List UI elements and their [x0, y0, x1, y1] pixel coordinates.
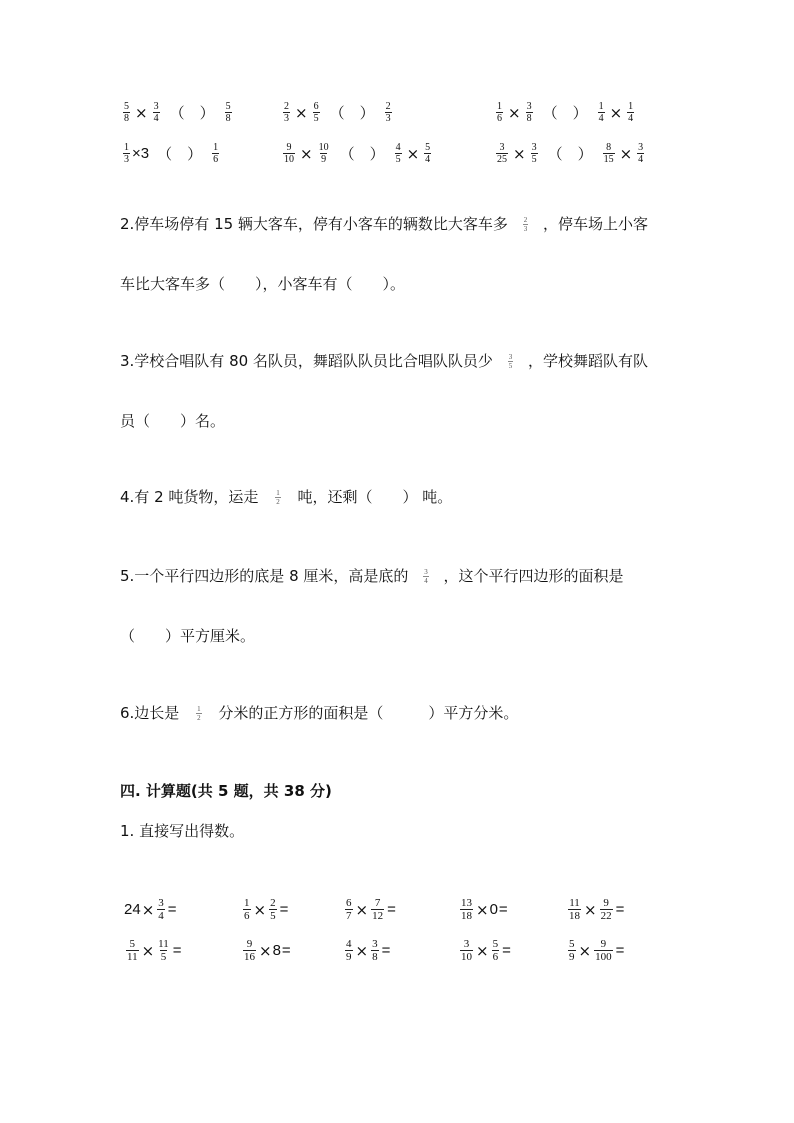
question-3-line-2: 员（ ）名。: [120, 412, 226, 430]
fraction: [385, 101, 392, 124]
fraction-numerator: 3: [463, 938, 470, 950]
equals-sign: =: [281, 942, 291, 959]
answer-blank: （ ）: [157, 145, 203, 163]
fraction: [283, 101, 290, 124]
fraction: [460, 938, 473, 963]
fraction-numerator: 11: [158, 938, 169, 950]
fraction-numerator: 10: [318, 142, 329, 153]
fraction-denominator: 5: [508, 362, 513, 370]
calc-item: [124, 897, 177, 922]
question-2-line-2: 车比大客车多（ ），小客车有（ ）。: [120, 275, 406, 293]
fraction-numerator: 2: [270, 897, 276, 909]
question-2-line-1: [120, 214, 648, 234]
fraction-numerator: 5: [129, 938, 136, 950]
fraction: [345, 938, 353, 963]
fraction-numerator: 11: [569, 897, 580, 909]
fraction: [123, 101, 130, 124]
fraction-denominator: 10: [284, 154, 294, 165]
fraction: [492, 938, 500, 963]
fraction-denominator: 5: [313, 113, 319, 124]
fraction-denominator: 4: [638, 154, 644, 165]
fraction-numerator: 1: [497, 101, 502, 112]
fraction: [225, 101, 232, 124]
times-sign: ×: [141, 941, 155, 960]
calc-item: [241, 938, 291, 963]
fraction-numerator: 5: [569, 938, 575, 950]
times-sign: ×: [406, 144, 420, 163]
fraction: [345, 897, 353, 922]
calc-item: [458, 938, 511, 963]
equals-sign: =: [381, 942, 391, 959]
fraction-denominator: 12: [372, 910, 384, 922]
fraction: [313, 101, 320, 124]
fraction-denominator: 11: [127, 951, 138, 963]
compare-item: [494, 142, 646, 165]
fraction-numerator: 2: [284, 101, 289, 112]
times-sign: ×: [513, 144, 526, 163]
fraction-denominator: 6: [244, 910, 250, 922]
fraction-numerator: 3: [499, 142, 505, 153]
section-4-heading: 四. 计算题(共 5 题，共 38 分): [120, 782, 332, 800]
fraction-numerator: 3: [526, 101, 532, 112]
compare-item: [494, 101, 636, 124]
equals-sign: =: [498, 901, 508, 918]
times-sign: ×: [508, 103, 521, 122]
fraction-numerator: 3: [158, 897, 164, 909]
calc-item: [343, 897, 396, 922]
question-3-text-b: ，学校舞蹈队有队: [528, 352, 649, 370]
fraction-numerator: 13: [461, 897, 472, 909]
times-sign: ×: [476, 941, 489, 960]
fraction-numerator: 1: [197, 705, 201, 713]
fraction-numerator: 1: [244, 897, 250, 909]
times-sign: ×: [355, 941, 369, 960]
calc-item: [566, 938, 624, 963]
fraction-numerator: 3: [531, 142, 537, 153]
fraction-denominator: 18: [569, 910, 580, 922]
question-6-text-b: 分米的正方形的面积是（ ）平方分米。: [218, 704, 519, 722]
equals-sign: =: [387, 901, 396, 918]
question-4-fraction: [275, 489, 281, 506]
fraction-denominator: 18: [461, 910, 472, 922]
fraction-denominator: 6: [492, 951, 499, 963]
fraction-denominator: 6: [497, 113, 502, 124]
fraction-denominator: 22: [600, 910, 612, 922]
question-2-fraction: [523, 216, 529, 233]
fraction-denominator: 15: [603, 154, 614, 165]
question-2-text-a: 2.停车场停有 15 辆大客车，停有小客车的辆数比大客车多: [120, 215, 508, 233]
fraction: [123, 142, 130, 165]
fraction-numerator: 5: [492, 938, 499, 950]
fraction-numerator: 3: [508, 353, 513, 361]
fraction-denominator: 6: [213, 154, 219, 165]
fraction: [269, 897, 277, 922]
fraction: [627, 101, 634, 124]
calc-item: [566, 897, 624, 922]
fraction-denominator: 4: [158, 910, 164, 922]
fraction: [460, 897, 473, 922]
fraction-numerator: 6: [346, 897, 352, 909]
fraction: [283, 142, 295, 165]
fraction-numerator: 5: [124, 101, 129, 112]
fraction-denominator: 3: [523, 225, 528, 233]
answer-blank: （ ）: [339, 145, 385, 163]
times-sign: ×: [135, 103, 148, 122]
fraction-numerator: 9: [246, 938, 253, 950]
fraction-denominator: 5: [270, 910, 276, 922]
fraction-denominator: 4: [598, 113, 604, 124]
question-5-text-a: 5.一个平行四边形的底是 8 厘米，高是底的: [120, 567, 409, 585]
fraction: [212, 142, 219, 165]
answer-blank: （ ）: [547, 145, 593, 163]
question-4-line: [120, 487, 452, 507]
times-sign: ×: [476, 900, 489, 919]
times-sign: ×: [295, 103, 308, 122]
fraction-numerator: 4: [346, 938, 352, 950]
times-sign: ×: [300, 144, 313, 163]
fraction-denominator: 25: [497, 154, 507, 165]
fraction-denominator: 5: [160, 951, 167, 963]
fraction-denominator: 4: [153, 113, 159, 124]
question-5-text-b: ，这个平行四边形的面积是: [443, 567, 624, 585]
fraction-denominator: 2: [276, 498, 280, 506]
fraction-denominator: 3: [284, 113, 289, 124]
fraction-denominator: 5: [395, 154, 401, 165]
fraction: [424, 142, 431, 165]
fraction-denominator: 7: [346, 910, 352, 922]
question-3-line-1: [120, 351, 648, 371]
fraction-numerator: 1: [124, 142, 129, 153]
calc-item: [343, 938, 390, 963]
fraction: [153, 101, 160, 124]
equals-sign: =: [172, 942, 182, 959]
fraction-denominator: 4: [628, 113, 634, 124]
multiplier: ×3: [132, 145, 150, 162]
fraction: [496, 142, 508, 165]
fraction-numerator: 1: [213, 142, 219, 153]
fraction-denominator: 4: [424, 577, 428, 585]
number: 8: [272, 942, 281, 959]
fraction: [318, 142, 330, 165]
answer-blank: （ ）: [329, 104, 375, 122]
fraction-denominator: 8: [124, 113, 129, 124]
times-sign: ×: [141, 900, 155, 919]
times-sign: ×: [259, 941, 272, 960]
fraction: [526, 101, 533, 124]
answer-blank: （ ）: [542, 104, 588, 122]
equals-sign: =: [615, 901, 625, 918]
question-5-line-2: （ ）平方厘米。: [120, 627, 256, 645]
compare-item: [121, 101, 234, 124]
fraction-denominator: 3: [124, 154, 129, 165]
question-6-line: [120, 703, 518, 723]
question-3-text-a: 3.学校合唱队有 80 名队员，舞蹈队队员比合唱队队员少: [120, 352, 493, 370]
fraction-numerator: 1: [598, 101, 604, 112]
fraction-denominator: 8: [225, 113, 231, 124]
fraction: [603, 142, 615, 165]
fraction: [243, 897, 251, 922]
fraction-numerator: 5: [225, 101, 231, 112]
times-sign: ×: [609, 103, 623, 122]
fraction-denominator: 3: [385, 113, 391, 124]
fraction: [568, 938, 576, 963]
equals-sign: =: [279, 901, 289, 918]
fraction-numerator: 3: [372, 938, 378, 950]
fraction-denominator: 4: [425, 154, 431, 165]
fraction-denominator: 9: [569, 951, 575, 963]
fraction-numerator: 9: [286, 142, 292, 153]
question-5-fraction: [423, 568, 429, 585]
fraction-numerator: 1: [628, 101, 634, 112]
compare-item: [281, 101, 394, 124]
fraction-numerator: 2: [523, 216, 528, 224]
section-4-question-1: 1. 直接写出得数。: [120, 822, 245, 840]
fraction: [594, 938, 613, 963]
calc-item: [241, 897, 288, 922]
number: 0: [489, 901, 498, 918]
fraction-denominator: 9: [346, 951, 352, 963]
fraction-numerator: 7: [374, 897, 381, 909]
question-2-text-b: ，停车场上小客: [543, 215, 649, 233]
fraction-numerator: 3: [638, 142, 644, 153]
compare-item: [281, 142, 433, 165]
fraction: [568, 897, 581, 922]
fraction-denominator: 9: [321, 154, 327, 165]
times-sign: ×: [578, 941, 592, 960]
question-5-line-1: [120, 566, 623, 586]
compare-item: [121, 142, 221, 165]
fraction: [157, 938, 170, 963]
fraction-numerator: 9: [600, 938, 607, 950]
answer-blank: （ ）: [169, 104, 215, 122]
fraction-numerator: 8: [606, 142, 612, 153]
fraction: [243, 938, 256, 963]
fraction-numerator: 1: [276, 489, 280, 497]
fraction: [600, 897, 613, 922]
times-sign: ×: [253, 900, 267, 919]
question-6-fraction: [196, 705, 202, 722]
calc-item: [124, 938, 182, 963]
equals-sign: =: [502, 942, 511, 959]
times-sign: ×: [619, 144, 633, 163]
fraction: [496, 101, 503, 124]
fraction-denominator: 10: [461, 951, 472, 963]
times-sign: ×: [355, 900, 369, 919]
fraction: [531, 142, 538, 165]
fraction-numerator: 3: [424, 568, 428, 576]
number: 24: [124, 901, 141, 918]
equals-sign: =: [615, 942, 625, 959]
fraction-numerator: 2: [385, 101, 391, 112]
fraction-denominator: 5: [531, 154, 537, 165]
fraction-denominator: 16: [244, 951, 255, 963]
fraction-denominator: 100: [595, 951, 612, 963]
question-3-fraction: [508, 353, 514, 370]
fraction-denominator: 8: [372, 951, 378, 963]
fraction: [637, 142, 644, 165]
fraction-numerator: 9: [603, 897, 609, 909]
times-sign: ×: [584, 900, 597, 919]
fraction: [598, 101, 605, 124]
equals-sign: =: [167, 901, 177, 918]
fraction-numerator: 5: [425, 142, 431, 153]
fraction-numerator: 3: [153, 101, 159, 112]
question-4-text-b: 吨，还剩（ ） 吨。: [297, 488, 453, 506]
fraction: [371, 938, 379, 963]
fraction: [157, 897, 165, 922]
fraction: [126, 938, 139, 963]
fraction-denominator: 2: [197, 714, 201, 722]
question-6-text-a: 6.边长是: [120, 704, 180, 722]
fraction-numerator: 6: [313, 101, 319, 112]
calc-item: [458, 897, 508, 922]
fraction-numerator: 4: [395, 142, 401, 153]
question-4-text-a: 4.有 2 吨货物，运走: [120, 488, 259, 506]
fraction: [395, 142, 402, 165]
fraction-denominator: 8: [526, 113, 532, 124]
fraction: [371, 897, 384, 922]
